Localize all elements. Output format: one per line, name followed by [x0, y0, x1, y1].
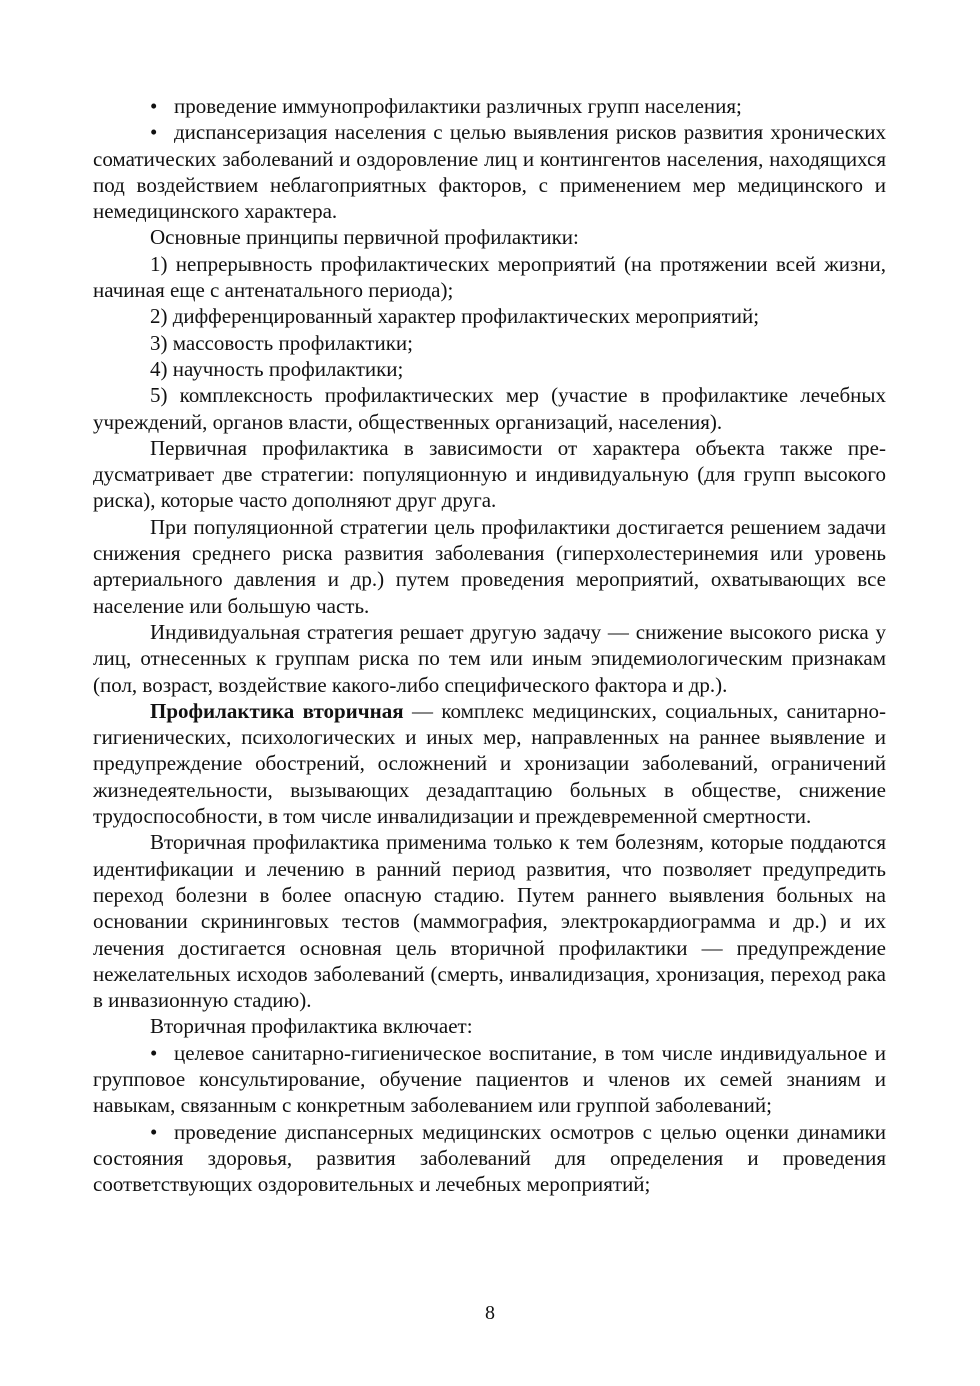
paragraph: При популяционной стратегии цель профилактики достигается решением задачи снижения среднего риска развития заболевания (гиперхолестеринемия или уровень артериального давления и др.) путем проведения мероприятий, охватывающих все население или большую часть.: [93, 514, 886, 618]
paragraph-text: диспансеризация населения с целью выявления рисков развития хронических соматических заболеваний и оздоровление лиц и контингентов населения, находящихся под воздействием неблагоприятных факторов, с применением мер медицинского и немедицинского характера.: [93, 120, 886, 224]
bullet-icon: •: [150, 1040, 158, 1065]
paragraph-text: — комплекс медицинских, социальных, санитарно-гигиенических, психологических и иных мер, направленных на раннее выявление и предупреждение обострений, осложнений и хронизации заболеваний, ограничений жизнедеятельности, вызывающих дезадаптацию больных в обществе, снижение трудоспособности, в том числе инвалидизации и преждевременной смертности.: [93, 698, 886, 829]
paragraph-text: проведение диспансерных медицинских осмотров с целью оценки динамики состояния здоровья, развития заболеваний для определения и проведения соответствующих оздоровительных и лечебных мероприятий;: [93, 1119, 886, 1197]
page-number: 8: [485, 1302, 495, 1324]
paragraph: Первичная профилактика в зависимости от характера объекта также предусматривает две стратегии: популяционную и индивидуальную (для групп высокого риска), которые часто дополняют друг друга.: [93, 435, 886, 513]
paragraph: Вторичная профилактика включает:: [150, 1014, 473, 1039]
definition-paragraph: [93, 698, 886, 829]
paragraph: 2) дифференцированный характер профилактических мероприятий;: [150, 304, 760, 329]
bullet-icon: •: [150, 1119, 158, 1144]
paragraph-text: целевое санитарно-гигиеническое воспитание, в том числе индивидуальное и групповое консультирование, обучение пациентов и членов их семей знаниям и навыкам, связанным с конкретным заболеванием или группой заболеваний;: [93, 1040, 886, 1118]
paragraph: Индивидуальная стратегия решает другую задачу — снижение высокого риска у лиц, отнесенных к группам риска по тем или иным эпидемиологическим признакам (пол, возраст, воздействие какого-либо специфического фактора и др.).: [93, 619, 886, 697]
paragraph: Вторичная профилактика применима только к тем болезням, которые поддаются идентификации и лечению в ранний период развития, что позволяет предупредить переход болезни в более опасную стадию. Путем раннего выявления больных на основании скрининговых тестов (маммография, электрокардиограмма и др.) и их лечения достигается основная цель вторичной профилактики — предупреждение нежелательных исходов заболеваний (смерть, инвалидизация, хронизация, переход рака в инвазионную стадию).: [93, 830, 886, 1013]
document-body: [93, 93, 886, 1197]
bullet-icon: •: [150, 94, 158, 118]
bullet-paragraph: [93, 1119, 886, 1198]
paragraph: Основные принципы первичной профилактики:: [150, 225, 579, 250]
paragraph: 4) научность профилактики;: [150, 356, 404, 381]
paragraph-text: проведение иммунопрофилактики различных групп населения;: [174, 94, 742, 118]
bullet-icon: •: [150, 120, 158, 145]
bullet-paragraph: [93, 119, 886, 224]
bold-term: Профилактика вторичная: [150, 698, 404, 723]
paragraph: 1) непрерывность профилактических мероприятий (на протяжении всей жизни, начиная еще с антенатального периода);: [93, 251, 886, 303]
bullet-paragraph: [93, 93, 886, 119]
paragraph: 5) комплексность профилактических мер (участие в профилактике лечебных учреждений, органов власти, общественных организаций, населения).: [93, 383, 886, 434]
bullet-paragraph: [93, 1040, 886, 1119]
paragraph: 3) массовость профилактики;: [150, 330, 413, 355]
